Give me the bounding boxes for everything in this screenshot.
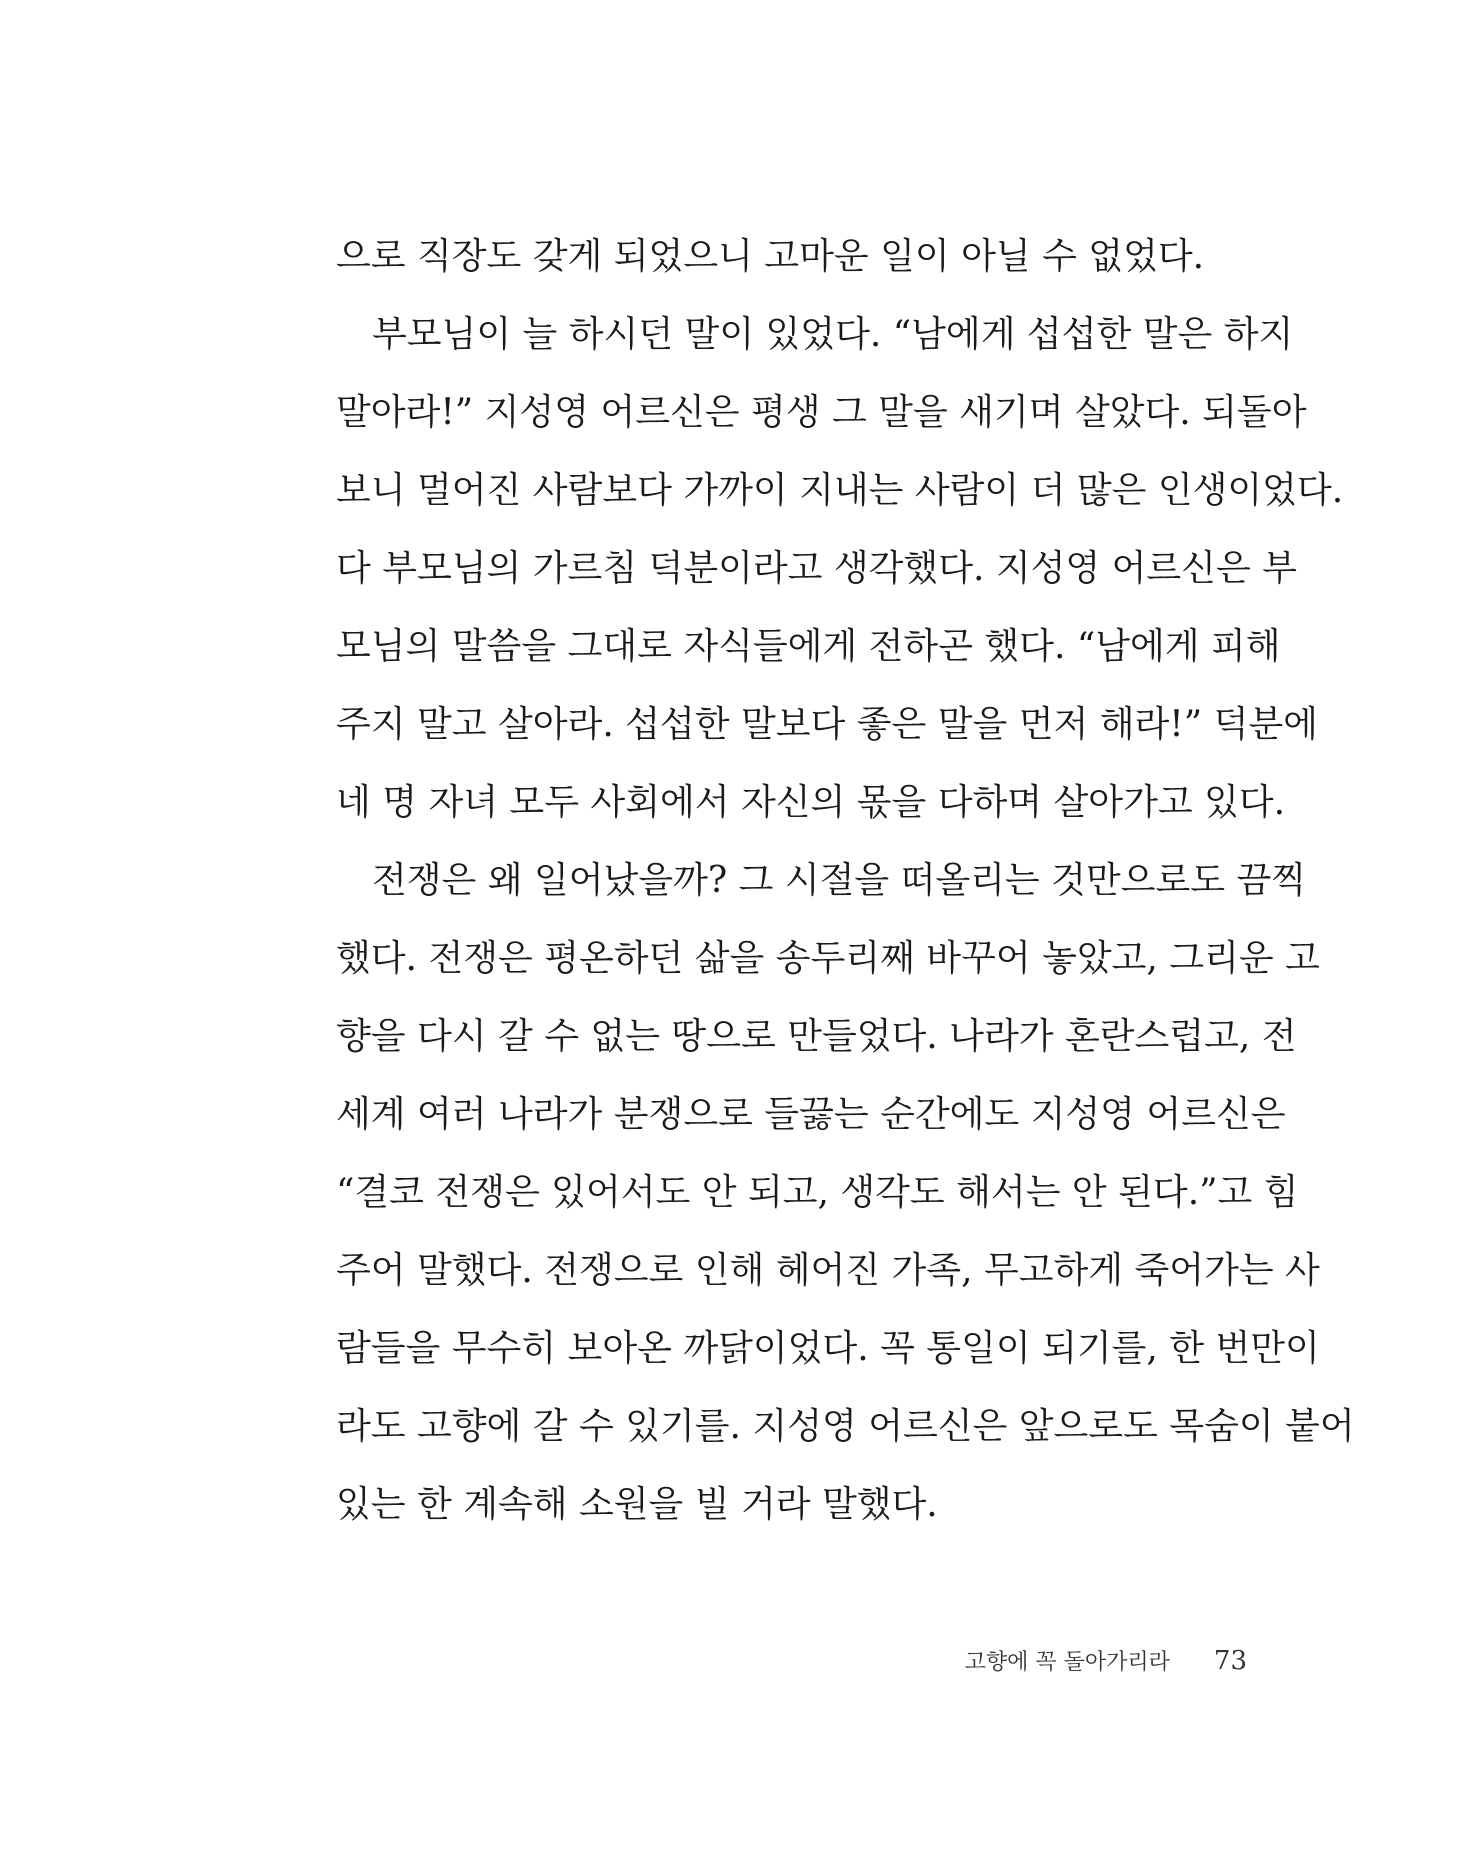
text-line: 세계 여러 나라가 분쟁으로 들끓는 순간에도 지성영 어르신은 bbox=[336, 1094, 1286, 1135]
text-line: 다 부모님의 가르침 덕분이라고 생각했다. 지성영 어르신은 부 bbox=[336, 548, 1297, 589]
paragraph-1 bbox=[336, 218, 1248, 296]
text-line: 람들을 무수히 보아온 까닭이었다. 꼭 통일이 되기를, 한 번만이 bbox=[336, 1328, 1320, 1369]
paragraph-3 bbox=[336, 842, 1355, 1544]
page-footer bbox=[965, 1641, 1247, 1683]
body-text bbox=[336, 218, 1355, 1544]
text-line: 네 명 자녀 모두 사회에서 자신의 몫을 다하며 살아가고 있다. bbox=[336, 782, 1286, 823]
text-line: 말아라!” 지성영 어르신은 평생 그 말을 새기며 살았다. 되돌아 bbox=[336, 392, 1307, 433]
text-line: 있는 한 계속해 소원을 빌 거라 말했다. bbox=[336, 1484, 938, 1525]
running-title: 고향에 꼭 돌아가리라 bbox=[964, 1650, 1170, 1675]
paragraph-2 bbox=[336, 296, 1344, 842]
text-line: 주어 말했다. 전쟁으로 인해 헤어진 가족, 무고하게 죽어가는 사 bbox=[336, 1250, 1320, 1291]
text-line: 향을 다시 갈 수 없는 땅으로 만들었다. 나라가 혼란스럽고, 전 bbox=[336, 1016, 1297, 1057]
text-line: “결코 전쟁은 있어서도 안 되고, 생각도 해서는 안 된다.”고 힘 bbox=[336, 1172, 1299, 1213]
text-line: 으로 직장도 갖게 되었으니 고마운 일이 아닐 수 없었다. bbox=[336, 236, 1205, 277]
text-line: 주지 말고 살아라. 섭섭한 말보다 좋은 말을 먼저 해라!” 덕분에 bbox=[336, 704, 1318, 745]
text-line: 전쟁은 왜 일어났을까? 그 시절을 떠올리는 것만으로도 끔찍 bbox=[372, 860, 1307, 901]
text-line: 했다. 전쟁은 평온하던 삶을 송두리째 바꾸어 놓았고, 그리운 고 bbox=[336, 938, 1320, 979]
text-line: 모님의 말씀을 그대로 자식들에게 전하곤 했다. “남에게 피해 bbox=[336, 626, 1281, 667]
text-line: 보니 멀어진 사람보다 가까이 지내는 사람이 더 많은 인생이었다. bbox=[336, 470, 1344, 511]
text-line: 라도 고향에 갈 수 있기를. 지성영 어르신은 앞으로도 목숨이 붙어 bbox=[336, 1406, 1355, 1447]
page-number: 73 bbox=[1213, 1646, 1247, 1676]
text-line: 부모님이 늘 하시던 말이 있었다. “남에게 섭섭한 말은 하지 bbox=[372, 314, 1294, 355]
